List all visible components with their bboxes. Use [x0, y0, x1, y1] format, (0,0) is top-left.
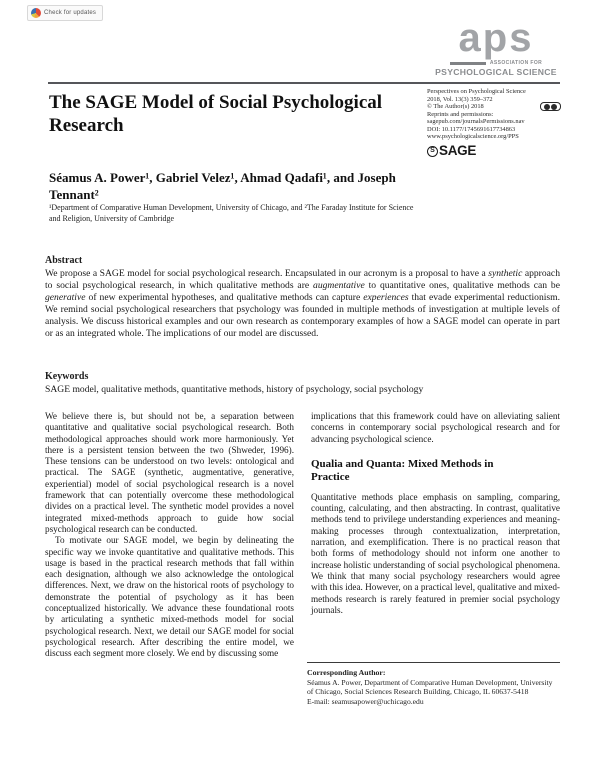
check-for-updates-label: Check for updates — [44, 10, 97, 16]
aps-logo-acronym: aps — [458, 16, 534, 60]
body-paragraph: implications that this framework could have on alleviating salient concerns in contemporary social psychological research and for advancing psychological science. — [311, 411, 560, 444]
corresponding-author-address: Séamus A. Power, Department of Comparative Human Development, University of Chicago, Social Sciences Research Building, Chicago, IL 60637-5418 — [307, 677, 553, 696]
body-column-right — [311, 411, 560, 660]
sage-logo — [427, 143, 563, 159]
abstract-heading: Abstract — [45, 255, 83, 266]
article-title: The SAGE Model of Social Psychological Research — [49, 92, 383, 136]
journal-copyright: © The Author(s) 2018 — [427, 103, 484, 110]
sage-logo-text: SAGE — [439, 143, 477, 159]
crossmark-icon — [31, 8, 41, 18]
journal-doi: DOI: 10.1177/1745691617734863 — [427, 125, 516, 133]
article-body — [45, 411, 560, 660]
aps-logo — [433, 18, 559, 77]
aps-logo-association-for: ASSOCIATION FOR — [489, 60, 543, 66]
by-icon — [551, 104, 557, 110]
journal-info — [427, 88, 563, 157]
abstract-text: We propose a SAGE model for social psychological research. Encapsulated in our acronym is a proposal to have a synthetic approach to social psychological research, in which qualitative methods are augmentative to quantitative ones, qualitative methods can be generative of new experimental hypotheses, and qualitative methods can capture experiences that evade experimental reductionism. We remind social psychological researchers that psychology was founded in multiple methods of investigation at multiple levels of analysis. We discuss historical examples and our own research as contemporary examples of how a SAGE model can operate in part or as an integrated whole. The implications of our model are discussed. — [45, 268, 560, 339]
keywords-heading: Keywords — [45, 371, 89, 382]
article-authors: Séamus A. Power¹, Gabriel Velez¹, Ahmad Qadafi¹, and Joseph Tennant² — [49, 170, 396, 202]
journal-website: www.psychologicalscience.org/PPS — [427, 133, 519, 140]
body-paragraph: To motivate our SAGE model, we begin by delineating the specific way we invoke quantitative and qualitative methods. This usage is based in the practical research methods that fall within each designation, although we also acknowledge the ontological differences. Next, we draw on the historical roots of psychology to demonstrate the potential of psychology as it has been conceptualized historically. We advance these foundational roots by articulating a synthetic mixed-methods model for social psychological research. Next, we detail our SAGE model for social psychological research. After describing the entire model, we discuss each segment more closely. We end by discussing some — [45, 535, 294, 659]
journal-volume-pages: 2018, Vol. 13(3) 359–372 — [427, 95, 493, 103]
aps-logo-bar — [450, 62, 486, 65]
keywords-text: SAGE model, qualitative methods, quantitative methods, history of psychology, social psychology — [45, 384, 424, 395]
journal-reprints-url: sagepub.com/journalsPermissions.nav — [427, 118, 525, 125]
sage-circle-s-icon: S — [427, 146, 438, 157]
body-column-left — [45, 411, 294, 660]
aps-logo-psychological-science: PSYCHOLOGICAL SCIENCE — [435, 67, 557, 77]
article-affiliations: ¹Department of Comparative Human Development, University of Chicago, and ²The Faraday Institute for Science and Religion, University of Cambridge — [49, 203, 414, 223]
cc-icon — [544, 104, 550, 110]
section-heading-qualia-and-quanta: Qualia and Quanta: Mixed Methods in Practice — [311, 457, 494, 484]
corresponding-author-note — [307, 662, 560, 706]
journal-reprints-label: Reprints and permissions: — [427, 110, 494, 118]
journal-name: Perspectives on Psychological Science — [427, 88, 526, 95]
cc-by-badge — [540, 102, 561, 111]
corresponding-author-heading: Corresponding Author: — [307, 668, 386, 677]
header-rule — [48, 82, 560, 84]
body-paragraph: Quantitative methods place emphasis on sampling, comparing, counting, calculating, and then abstracting. In contrast, qualitative methods tend to privilege understanding experiences and meaning-making processes through contextualization, interpretation, narration, and exemplification. There is no practical reason that both forms of methodology should not inform one another to increase holistic understanding of social psychological phenomena. We think that many social psychology researchers would agree with this idea. However, on a practical level, qualitative and mixed-methods research is rarely featured in premier social psychology journals. — [311, 491, 560, 615]
corresponding-author-email[interactable]: E-mail: seamusapower@uchicago.edu — [307, 696, 424, 706]
body-paragraph: We believe there is, but should not be, a separation between quantitative and qualitative social psychological research. Both methodological approaches should work more harmoniously. Yet there is a persistent tension between the two (Shweder, 1996). These tensions can be understood on two levels: ontological and practical. The SAGE (synthetic, augmentative, generative, experiential) model of social psychological research is a novel framework that can potentially overcome these methodological divides on a practical level. The synthetic model provides a novel integrated mixed-methods approach to guide how social psychological research can be conducted. — [45, 411, 294, 534]
aps-logo-subline — [433, 60, 559, 66]
check-for-updates-badge[interactable] — [27, 5, 103, 21]
